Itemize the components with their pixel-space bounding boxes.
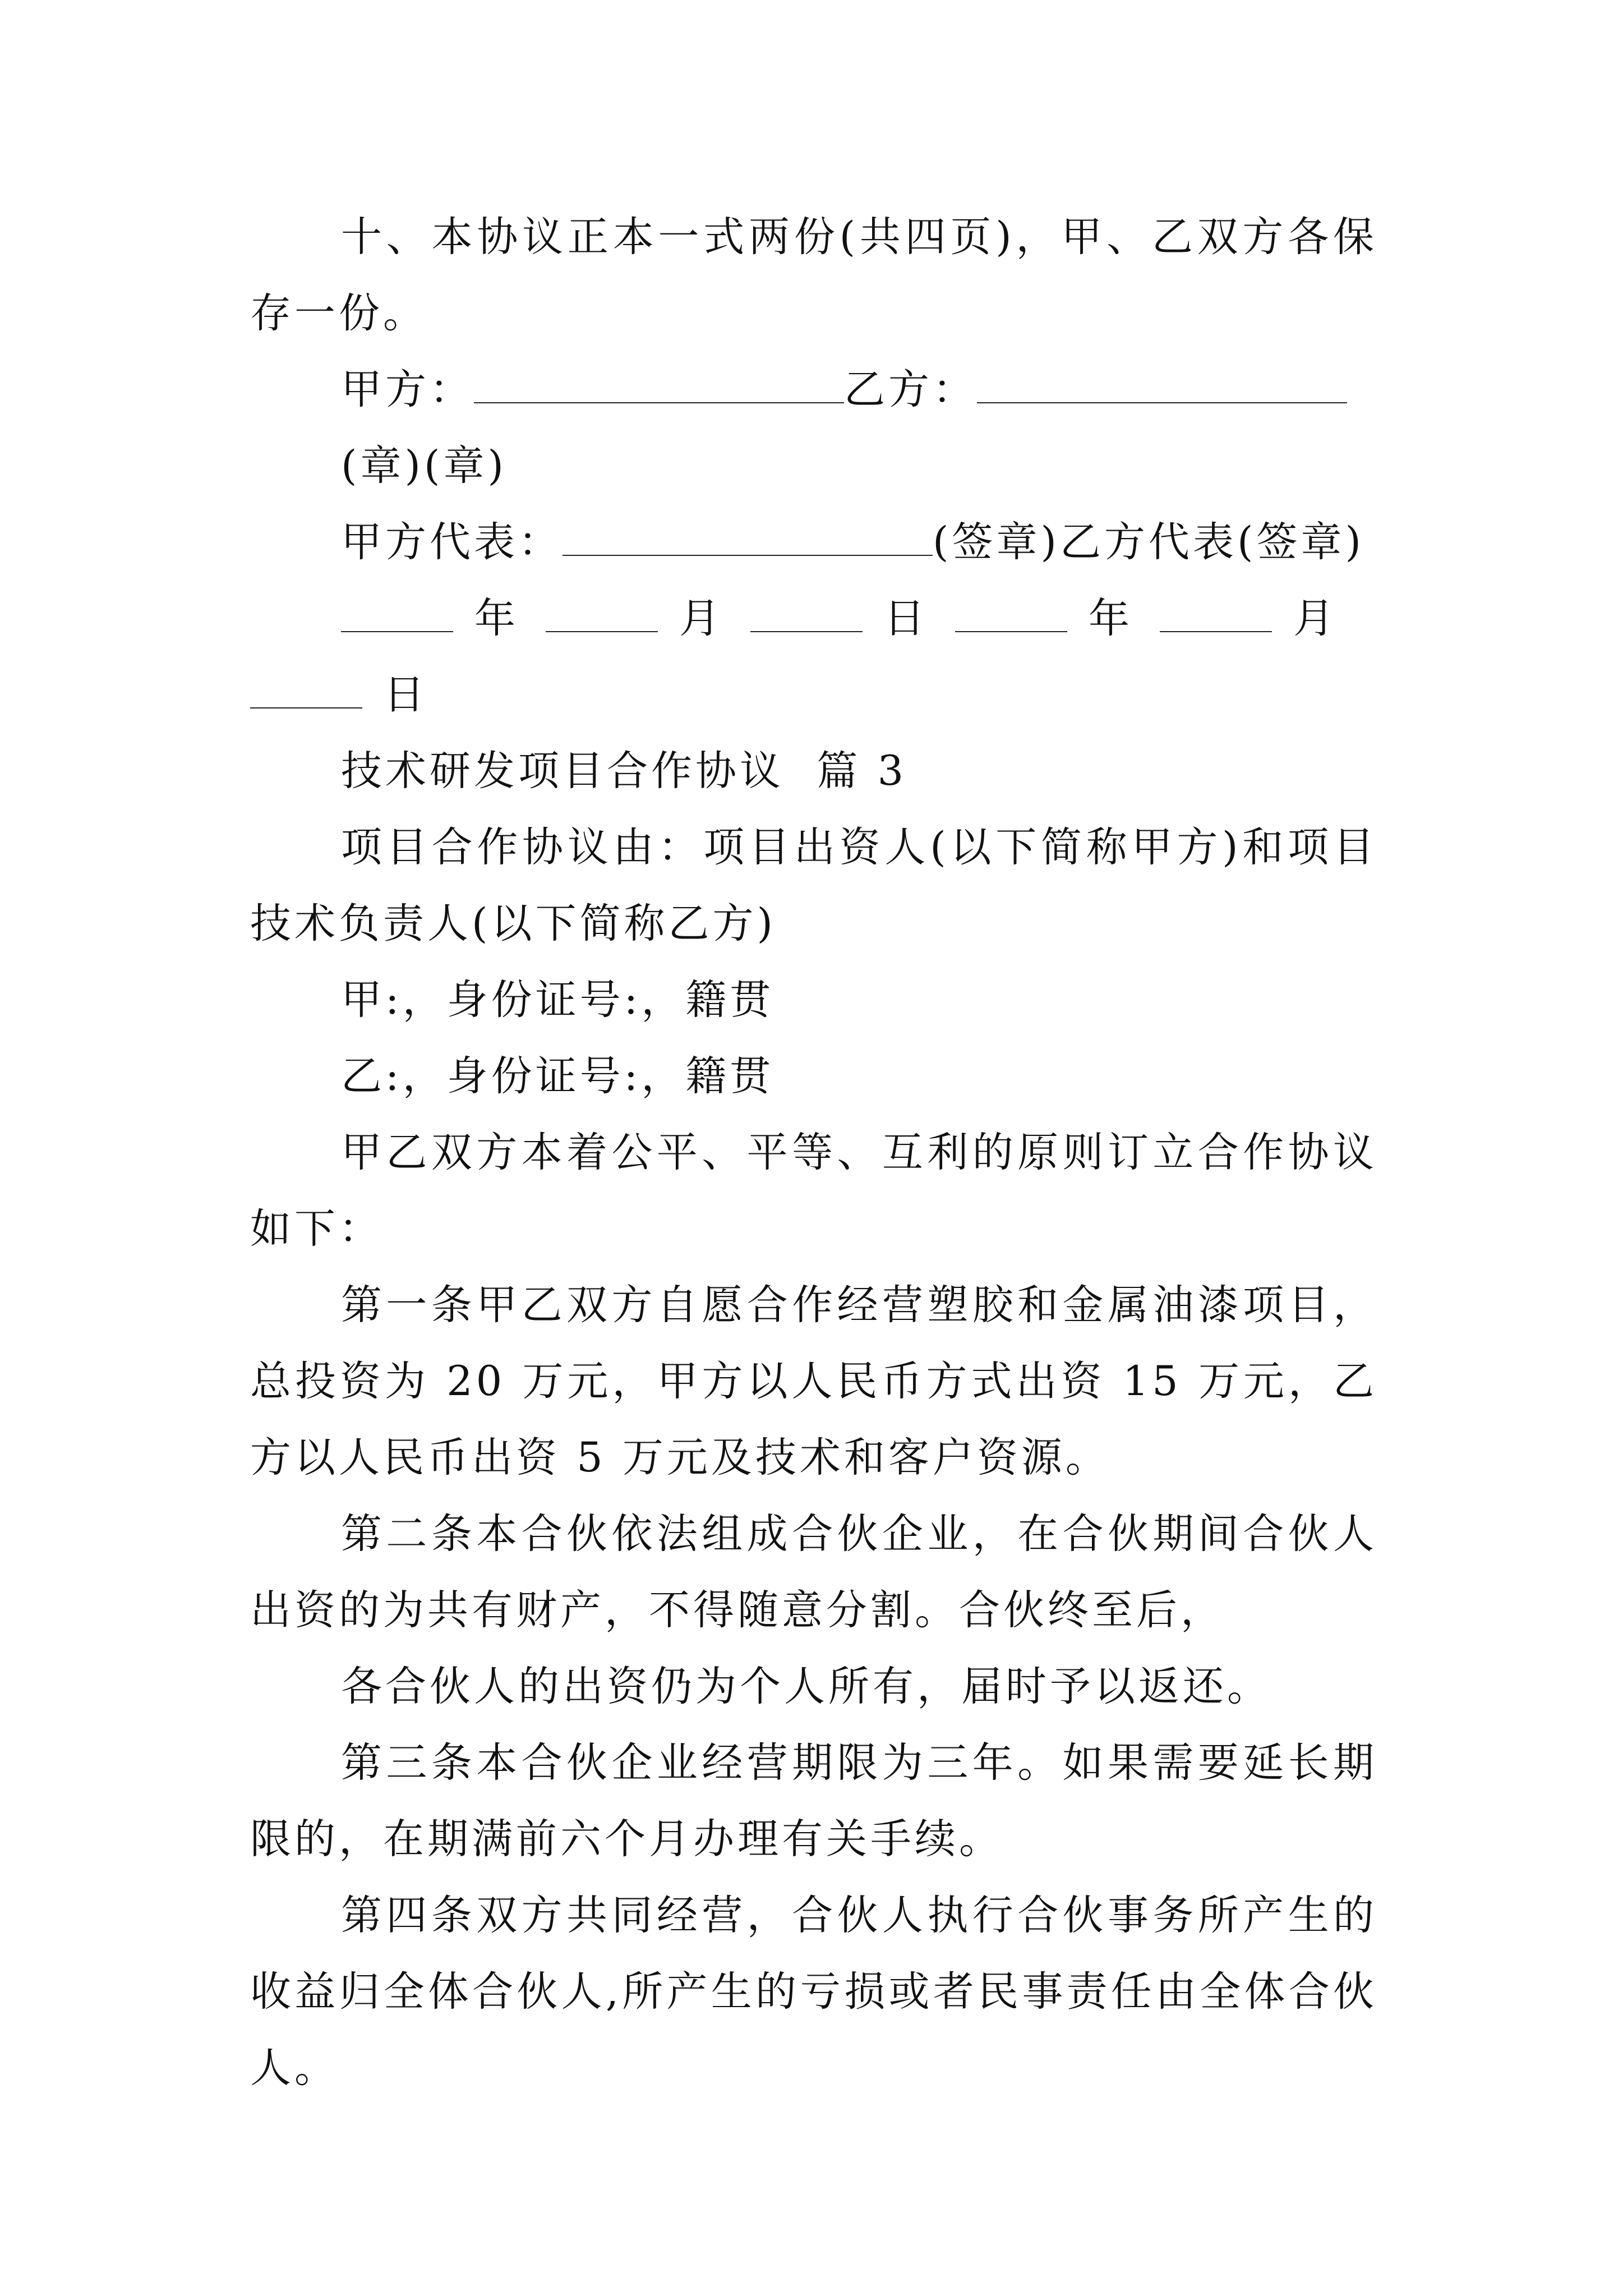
seals-line: (章)(章) bbox=[341, 442, 507, 490]
party-a-label: 甲方： bbox=[341, 366, 474, 413]
party-signature-line bbox=[250, 352, 1377, 428]
principle-paragraph: 甲乙双方本着公平、平等、互利的原则订立合作协议如下： bbox=[250, 1129, 1377, 1253]
date-label: 月 bbox=[1293, 595, 1338, 642]
date-field-month-b bbox=[1160, 581, 1338, 657]
date-label: 年 bbox=[474, 595, 519, 642]
date-field-year-a bbox=[341, 581, 519, 657]
date-field-day-a bbox=[750, 581, 928, 657]
party-b-blank bbox=[977, 365, 1347, 403]
date-field-month-a bbox=[546, 581, 723, 657]
date-label: 日 bbox=[384, 671, 428, 719]
date-blank bbox=[341, 594, 453, 632]
party-a-info: 甲:，身份证号:，籍贯 bbox=[341, 976, 774, 1024]
party-b-info: 乙:，身份证号:，籍贯 bbox=[341, 1052, 774, 1100]
article-1: 第一条甲乙双方自愿合作经营塑胶和金属油漆项目，总投资为 20 万元，甲方以人民币方式出资 15 万元，乙方以人民币出资 5 万元及技术和客户资源。 bbox=[250, 1281, 1377, 1481]
article-3: 第三条本合伙企业经营期限为三年。如果需要延长期限的，在期满前六个月办理有关手续。 bbox=[250, 1739, 1377, 1863]
rep-tail: (签章)乙方代表(签章) bbox=[933, 518, 1364, 566]
date-line bbox=[250, 581, 1377, 657]
article-2-continued: 各合伙人的出资仍为个人所有，届时予以返还。 bbox=[341, 1663, 1271, 1710]
rep-a-label: 甲方代表： bbox=[341, 518, 562, 566]
article-4: 第四条双方共同经营，合伙人执行合伙事务所产生的收益归全体合伙人,所产生的亏损或者民事责任由全体合伙人。 bbox=[250, 1892, 1377, 2092]
date-label: 日 bbox=[884, 595, 928, 642]
date-blank bbox=[750, 594, 863, 632]
rep-a-blank bbox=[562, 518, 933, 556]
representative-line bbox=[250, 504, 1377, 581]
date-blank bbox=[250, 670, 362, 708]
intro-paragraph: 项目合作协议由：项目出资人(以下简称甲方)和项目技术负责人(以下简称乙方) bbox=[250, 823, 1377, 947]
date-blank bbox=[546, 594, 658, 632]
date-label: 年 bbox=[1089, 595, 1133, 642]
section-title: 技术研发项目合作协议 篇 3 bbox=[341, 747, 907, 795]
date-blank bbox=[955, 594, 1067, 632]
article-2: 第二条本合伙依法组成合伙企业，在合伙期间合伙人出资的为共有财产，不得随意分割。合伙终至后， bbox=[250, 1510, 1377, 1634]
date-line-continued bbox=[250, 657, 1377, 733]
date-blank bbox=[1160, 594, 1272, 632]
document-body bbox=[250, 199, 1377, 2106]
party-b-label: 乙方： bbox=[844, 366, 977, 413]
clause-ten: 十、本协议正本一式两份(共四页)，甲、乙双方各保存一份。 bbox=[250, 213, 1377, 337]
party-a-blank bbox=[474, 365, 844, 403]
date-field-year-b bbox=[955, 581, 1133, 657]
date-label: 月 bbox=[679, 595, 723, 642]
